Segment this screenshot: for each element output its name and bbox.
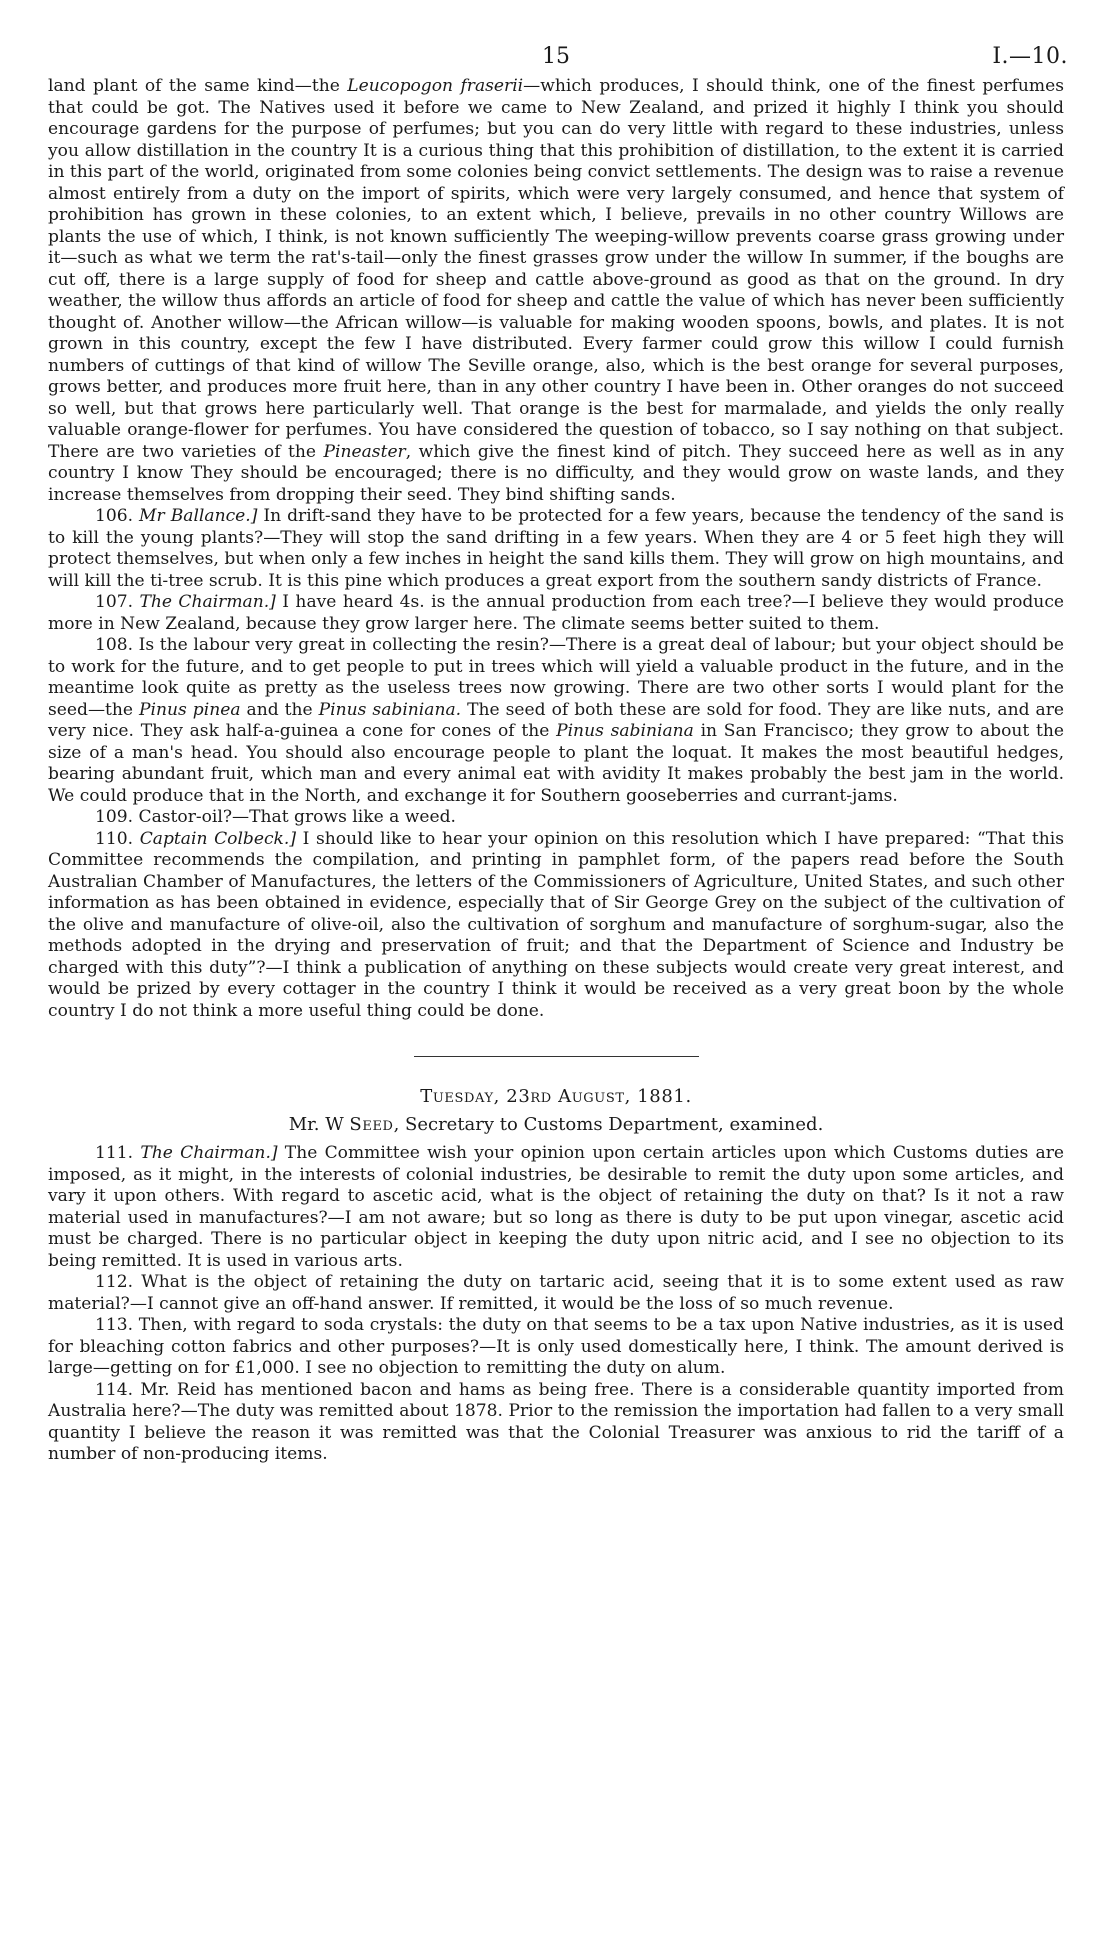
question-number: 107.: [95, 592, 134, 612]
plant-name: Leucopogon fraserii: [347, 76, 524, 96]
question-111: 111. The Chairman.] The Committee wish your opinion upon certain articles upon which Customs duties are imposed, as it might, in the interests of colonial industries, be desirable to remit the duty upon some articles, and vary it upon others. With regard to ascetic acid, what is the object of retaining the duty on that? Is it not a raw material used in manufactures?—I am not aware; but so long as there is duty to be put upon vinegar, ascetic acid must be charged. There is no particular object in keeping the duty upon nitric acid, and I see no objection to its being remitted. It is used in various arts.: [48, 1143, 1064, 1271]
question-112: 112. What is the object of retaining the duty on tartaric acid, seeing that it is to some extent used as raw material?—I cannot give an off-hand answer. If remitted, it would be the loss of so much revenue.: [48, 1272, 1064, 1314]
question-number: 106.: [95, 506, 134, 526]
plant-name: Pineaster: [323, 441, 406, 462]
question-number: 110.: [95, 828, 134, 849]
page-number: 15: [542, 44, 570, 69]
question-114: 114. Mr. Reid has mentioned bacon and hams as being free. There is a considerable quantity imported from Australia here?—The duty was remitted about 1878. Prior to the remission the importation had fallen to a very small quantity I believe the reason it was remitted was that the Colonial Treasurer was anxious to rid the tariff of a number of non-producing items.: [48, 1379, 1064, 1464]
continuation-paragraph: land plant of the same kind—the Leucopogon fraserii—which produces, I should think, one of the finest perfumes that could be got. The Natives used it before we came to New Zealand, and prized it highly I think you should encourage gardens for the purpose of perfumes; but you can do very little with regard to these industries, unless you allow distillation in the country It is a curious thing that this prohibition of distillation, to the extent it is carried in this part of the world, originated from some colonies being convict settlements. The design was to raise a revenue almost entirely from a duty on the import of spirits, which were very largely consumed, and hence that system of prohibition has grown in these colonies, to an extent which, I believe, prevails in no other country Willows are plants the use of which, I think, is not known sufficiently The weeping-willow prevents coarse grass growing under it—such as what we term the rat's-tail—only the finest grasses grow under the willow In summer, if the boughs are cut off, there is a large supply of food for sheep and cattle above-ground as good as that on the ground. In dry weather, the willow thus affords an article of food for sheep and cattle the value of which has never been sufficiently thought of. Another willow—the African willow—is valuable for making wooden spoons, bowls, and plates. It is not grown in this country, except the few I have distributed. Every farmer could grow this willow I could furnish numbers of cuttings of that kind of willow The Seville orange, also, which is the best orange for several purposes, grows better, and produces more fruit here, than in any other country I have been in. Other oranges do not succeed so well, but that grows here particularly well. That orange is the best for marmalade, and yields the only really valuable orange-flower for perfumes. You have considered the question of tobacco, so I say nothing on that subject. There are two varieties of the Pineaster, which give the finest kind of pitch. They succeed here as well as in any country I know They should be encouraged; there is no difficulty, and they would grow on waste lands, and they increase themselves from dropping their seed. They bind shifting sands.: [48, 76, 1064, 505]
question-108: 108. Is the labour very great in collecting the resin?—There is a great deal of labour; but your object should be to work for the future, and to get people to put in trees which will yield a valuable product in the future, and in the meantime look quite as pretty as the useless trees now growing. There are two other sorts I would plant for the seed—the Pinus pinea and the Pinus sabiniana. The seed of both these are sold for food. They are like nuts, and are very nice. They ask half-a-guinea a cone for cones of the Pinus sabiniana in San Francisco; they grow to about the size of a man's head. You should also encourage people to plant the loquat. It makes the most beautiful hedges, bearing abundant fruit, which man and every animal eat with avidity It makes probably the best jam in the world. We could produce that in the North, and exchange it for Southern gooseberries and currant-jams.: [48, 635, 1064, 806]
question-number: 113.: [95, 1315, 134, 1335]
question-number: 108.: [95, 635, 134, 655]
speaker-name: The Chairman.]: [139, 592, 276, 612]
speaker-name: Mr Ballance.]: [139, 506, 258, 526]
plant-name: Pinus pinea: [139, 699, 241, 720]
plant-name: Pinus sabiniana.: [318, 699, 462, 720]
question-number: 114.: [95, 1379, 134, 1400]
question-number: 111.: [95, 1143, 134, 1163]
speaker-name: The Chairman.]: [140, 1143, 278, 1163]
question-110: 110. Captain Colbeck.] I should like to hear your opinion on this resolution which I have prepared: “That this Committee recommends the compilation, and printing in pamphlet form, of the papers read before the South Australian Chamber of Manufactures, the letters of the Commissioners of Agriculture, United States, and such other information as has been obtained in evidence, especially that of Sir George Grey on the subject of the cultivation of the olive and manufacture of olive-oil, also the cultivation of sorghum and manufacture of sorghum-sugar, also the methods adopted in the drying and preservation of fruit; and that the Department of Science and Industry be charged with this duty”?—I think a publication of anything on these subjects would create very great interest, and would be prized by every cottager in the country I think it would be received as a very great boon by the whole country I do not think a more useful thing could be done.: [48, 828, 1064, 1021]
question-107: 107. The Chairman.] I have heard 4s. is the annual production from each tree?—I believe they would produce more in New Zealand, because they grow larger here. The climate seems better suited to them.: [48, 592, 1065, 634]
session-date: Tuesday, 23rd August, 1881.: [420, 1086, 692, 1107]
document-page: [48, 44, 1068, 1466]
document-reference: I.—10.: [992, 44, 1068, 69]
question-number: 112.: [95, 1272, 134, 1292]
page-header: [48, 44, 1068, 76]
minutes-of-evidence: [48, 76, 1064, 1466]
section-divider: [414, 1056, 699, 1057]
speaker-name: Captain Colbeck.]: [139, 828, 297, 849]
question-106: 106. Mr Ballance.] In drift-sand they have to be protected for a few years, because the tendency of the sand is to kill the young plants?—They will stop the sand drifting in a few years. When they are 4 or 5 feet high they will protect themselves, but when only a few inches in height the sand kills them. They will grow on high mountains, and will kill the ti-tree scrub. It is this pine which produces a great export from the southern sandy districts of France.: [48, 506, 1064, 591]
plant-name: Pinus sabiniana: [556, 721, 694, 741]
witness-name: Seed: [349, 1114, 394, 1135]
witness-heading: Mr. W Seed, Secretary to Customs Department, examined.: [288, 1114, 824, 1135]
question-109: 109. Castor-oil?—That grows like a weed.: [95, 807, 456, 827]
question-number: 109.: [95, 807, 134, 827]
question-113: 113. Then, with regard to soda crystals: the duty on that seems to be a tax upon Native industries, as it is used for bleaching cotton fabrics and other purposes?—It is only used domestically here, I think. The amount derived is large—getting on for £1,000. I see no objection to remitting the duty on alum.: [48, 1315, 1064, 1378]
